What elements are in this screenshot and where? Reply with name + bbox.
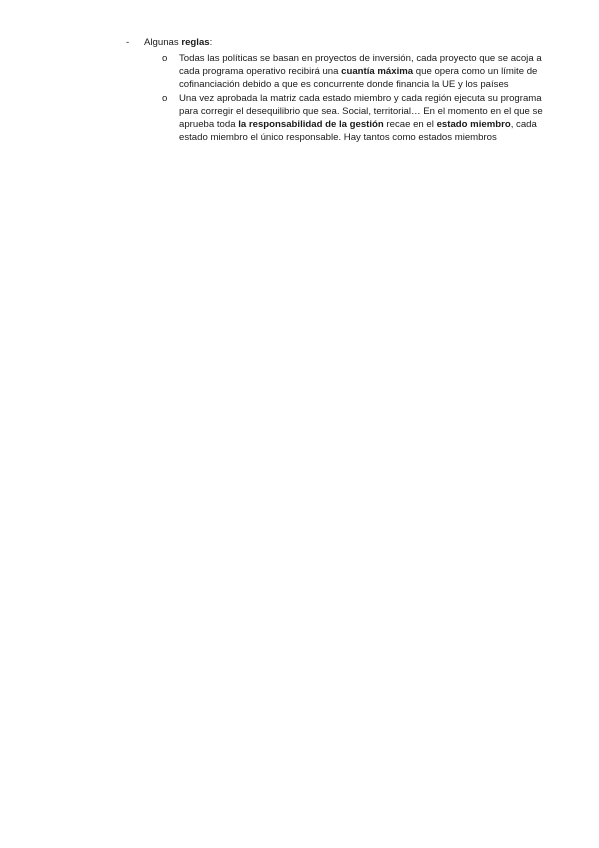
item1-text-1: Todas las políticas se basan en proyectos de inversión, cada proyecto que se acoja a cada programa operativo recibirá una xyxy=(179,53,542,78)
list-item-matrix-approval xyxy=(162,92,559,145)
list-item-investment-projects xyxy=(162,52,559,92)
rules-heading xyxy=(144,36,212,49)
item2-bold-1: la responsabilidad de la gestión xyxy=(238,119,384,131)
rules-intro-bold: reglas xyxy=(181,37,210,48)
list-dash-marker: - xyxy=(126,37,130,48)
rules-intro-colon: : xyxy=(209,37,213,48)
item2-text-1: Una vez aprobada la matriz cada estado miembro y cada región ejecuta su programa para corregir el desequilibrio que sea. Social, territorial… En el momento en el que se aprueba toda xyxy=(179,92,543,131)
item1-bold-1: cuantía máxima xyxy=(341,66,414,78)
list-bullet-marker: o xyxy=(162,92,168,104)
item2-text-3: , cada estado miembro el único responsable. Hay tantos como estados miembros xyxy=(179,119,537,144)
item2-bold-2: estado miembro xyxy=(436,119,511,131)
list-bullet-marker: o xyxy=(162,53,168,64)
rules-sublist xyxy=(162,52,562,144)
item2-text-2: recae en el xyxy=(383,119,437,131)
rules-intro-text: Algunas xyxy=(144,37,182,48)
item1-text-2: que opera como un límite de cofinanciación debido a que es concurrente donde financia la UE y los países xyxy=(179,66,538,91)
